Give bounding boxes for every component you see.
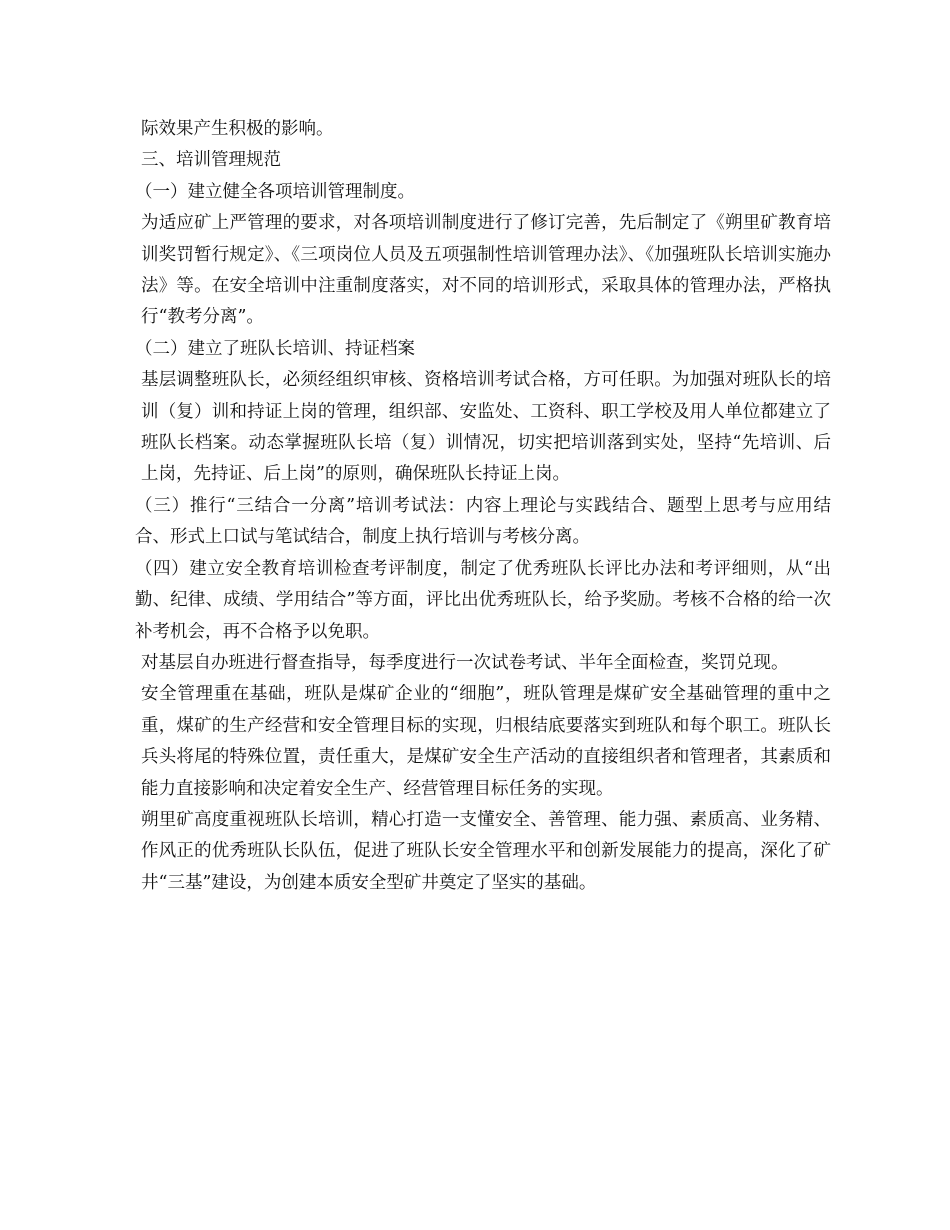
subsection-heading-1: （一）建立健全各项培训管理制度。 <box>135 181 415 202</box>
body-paragraph: 安全管理重在基础，班队是煤矿企业的“细胞”，班队管理是煤矿安全基础管理的重中之重，煤矿的生产经营和安全管理目标的实现，归根结底要落实到班队和每个职工。班队长兵头将尾的特殊位置，责任重大，是煤矿安全生产活动的直接组织者和管理者，其素质和能力直接影响和决定着安全生产、经营管理目标任务的实现。 <box>141 684 831 799</box>
body-paragraph: 为适应矿上严管理的要求，对各项培训制度进行了修订完善，先后制定了《朔里矿教育培训奖罚暂行规定》、《三项岗位人员及五项强制性培训管理办法》、《加强班队长培训实施办法》等。在安全培训中注重制度落实，对不同的培训形式，采取具体的管理办法，严格执行“教考分离”。 <box>141 213 831 328</box>
subsection-paragraph-4: （四）建立安全教育培训检查考评制度，制定了优秀班队长评比办法和考评细则，从“出勤、纪律、成绩、学用结合”等方面，评比出优秀班队长，给予奖励。考核不合格的给一次补考机会，再不合格予以免职。 <box>135 558 831 642</box>
body-paragraph: 朔里矿高度重视班队长培训，精心打造一支懂安全、善管理、能力强、素质高、业务精、作风正的优秀班队长队伍，促进了班队长安全管理水平和创新发展能力的提高，深化了矿井“三基”建设，为创建本质安全型矿井奠定了坚实的基础。 <box>141 809 831 893</box>
body-paragraph-continuation: 际效果产生积极的影响。 <box>141 119 334 139</box>
subsection-heading-2: （二）建立了班队长培训、持证档案 <box>135 338 415 359</box>
subsection-paragraph-3: （三）推行“三结合一分离”培训考试法：内容上理论与实践结合、题型上思考与应用结合、形式上口试与笔试结合，制度上执行培训与考核分离。 <box>135 495 831 548</box>
section-heading: 三、培训管理规范 <box>141 150 281 171</box>
body-paragraph: 对基层自办班进行督查指导，每季度进行一次试卷考试、半年全面检查，奖罚兑现。 <box>141 652 789 673</box>
document-body <box>135 114 831 899</box>
body-paragraph: 基层调整班队长，必须经组织审核、资格培训考试合格，方可任职。为加强对班队长的培训（复）训和持证上岗的管理，组织部、安监处、工资科、职工学校及用人单位都建立了班队长档案。动态掌握班队长培（复）训情况，切实把培训落到实处，坚持“先培训、后上岗，先持证、后上岗”的原则，确保班队长持证上岗。 <box>141 370 831 485</box>
